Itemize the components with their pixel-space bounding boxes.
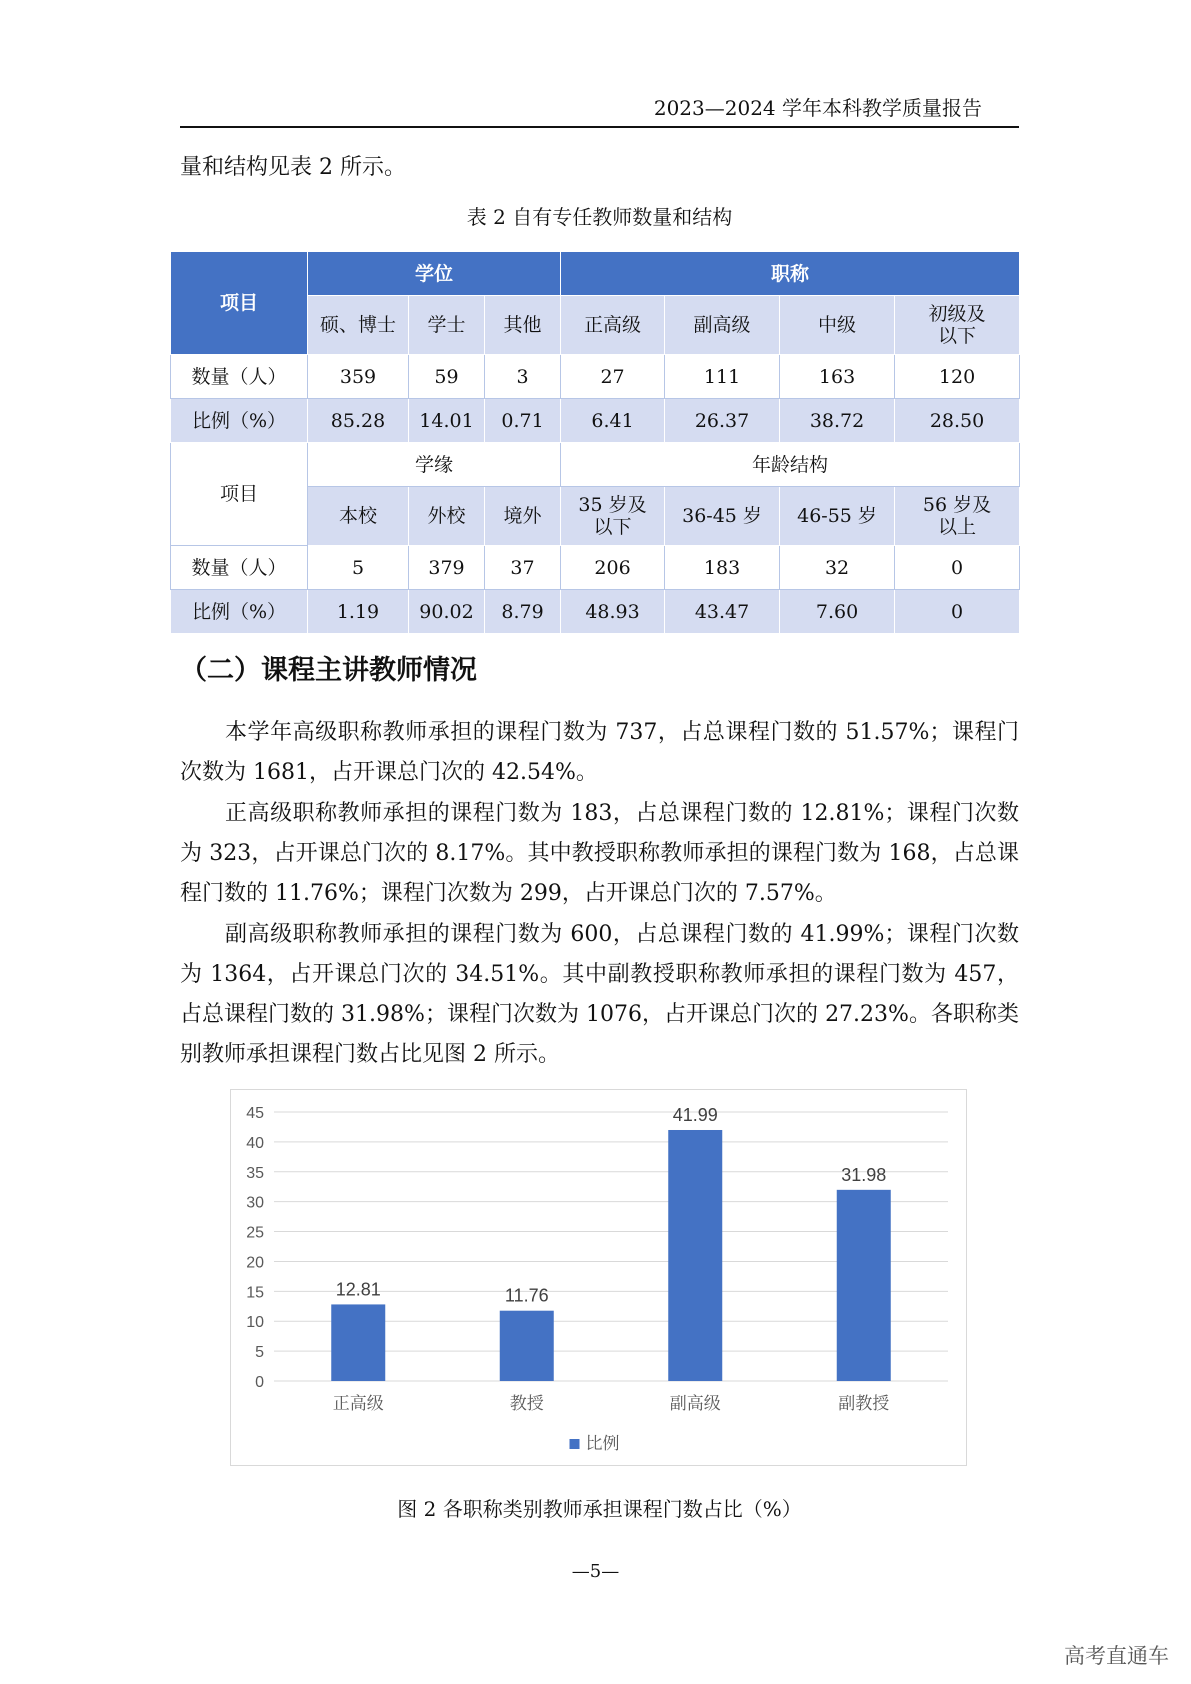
data-label: 11.76 xyxy=(504,1285,549,1306)
bar-chart-canvas xyxy=(231,1090,968,1467)
col-header: 35 岁及 以下 xyxy=(561,487,665,546)
header-rule xyxy=(180,126,1019,128)
table-cell: 85.28 xyxy=(308,399,409,443)
table-cell: 43.47 xyxy=(665,590,780,634)
y-tick-label: 35 xyxy=(246,1164,264,1182)
table-cell: 37 xyxy=(485,546,561,590)
col-header: 56 岁及 以上 xyxy=(895,487,1020,546)
row-label: 比例（%） xyxy=(171,399,308,443)
table-cell: 7.60 xyxy=(780,590,895,634)
bar xyxy=(668,1130,722,1381)
table-cell: 206 xyxy=(561,546,665,590)
y-tick-label: 10 xyxy=(246,1314,264,1332)
legend-swatch xyxy=(570,1439,580,1449)
bar-chart xyxy=(230,1089,967,1466)
section-title: （二）课程主讲教师情况 xyxy=(180,655,477,686)
x-tick-label: 副高级 xyxy=(669,1394,721,1413)
table-cell: 26.37 xyxy=(665,399,780,443)
y-tick-label: 0 xyxy=(255,1374,264,1391)
table-cell: 111 xyxy=(665,355,780,399)
paragraph: 正高级职称教师承担的课程门数为 183，占总课程门数的 12.81%；课程门次数为 323，占开课总门次的 8.17%。其中教授职称教师承担的课程门数为 168，占总课程门数的 11.76%；课程门次数为 299，占开课总门次的 7.57%。 xyxy=(180,801,1019,906)
table-cell: 120 xyxy=(895,355,1020,399)
title-group-header: 职称 xyxy=(561,252,1020,296)
age-group-header: 年龄结构 xyxy=(561,443,1020,487)
data-label: 31.98 xyxy=(841,1164,887,1185)
watermark: 高考直通车 xyxy=(1064,1644,1169,1668)
table-cell: 163 xyxy=(780,355,895,399)
table-cell: 1.19 xyxy=(308,590,409,634)
table-cell: 3 xyxy=(485,355,561,399)
legend-label: 比例 xyxy=(585,1434,620,1453)
degree-group-header: 学位 xyxy=(308,252,561,296)
intro-text: 量和结构见表 2 所示。 xyxy=(180,155,406,180)
col-header: 46-55 岁 xyxy=(780,487,895,546)
col-header: 副高级 xyxy=(665,296,780,355)
table-cell: 0.71 xyxy=(485,399,561,443)
bar xyxy=(500,1311,554,1381)
table-cell: 379 xyxy=(409,546,485,590)
table-caption: 表 2 自有专任教师数量和结构 xyxy=(466,205,733,229)
col-header: 36-45 岁 xyxy=(665,487,780,546)
y-tick-label: 15 xyxy=(246,1284,264,1302)
report-header: 2023—2024 学年本科教学质量报告 xyxy=(653,96,982,120)
paragraph: 副高级职称教师承担的课程门数为 600，占总课程门数的 41.99%；课程门次数为 1364，占开课总门次的 34.51%。其中副教授职称教师承担的课程门数为 457，占总课程门数的 31.98%；课程门次数为 1076，占开课总门次的 27.23%。各职称类别教师承担课程门数占比见图 2 所示。 xyxy=(180,922,1019,1067)
col-header: 其他 xyxy=(485,296,561,355)
table-cell: 359 xyxy=(308,355,409,399)
col-header: 本校 xyxy=(308,487,409,546)
paragraph: 本学年高级职称教师承担的课程门数为 737，占总课程门数的 51.57%；课程门次数为 1681，占开课总门次的 42.54%。 xyxy=(180,720,1019,785)
table-cell: 14.01 xyxy=(409,399,485,443)
col-header: 初级及 以下 xyxy=(895,296,1020,355)
bar xyxy=(837,1190,891,1381)
table-cell: 0 xyxy=(895,590,1020,634)
col-header: 中级 xyxy=(780,296,895,355)
table-cell: 8.79 xyxy=(485,590,561,634)
col-header: 外校 xyxy=(409,487,485,546)
x-tick-label: 副教授 xyxy=(838,1394,890,1413)
project-header: 项目 xyxy=(171,443,308,546)
table-cell: 32 xyxy=(780,546,895,590)
origin-group-header: 学缘 xyxy=(308,443,561,487)
table-cell: 0 xyxy=(895,546,1020,590)
y-tick-label: 45 xyxy=(246,1105,264,1122)
table-cell: 90.02 xyxy=(409,590,485,634)
col-header: 学士 xyxy=(409,296,485,355)
row-label: 比例（%） xyxy=(171,590,308,634)
row-label: 数量（人） xyxy=(171,355,308,399)
col-header: 境外 xyxy=(485,487,561,546)
table-cell: 27 xyxy=(561,355,665,399)
table-cell: 59 xyxy=(409,355,485,399)
col-header: 正高级 xyxy=(561,296,665,355)
col-header: 硕、博士 xyxy=(308,296,409,355)
y-tick-label: 20 xyxy=(246,1254,264,1272)
y-tick-label: 5 xyxy=(255,1344,264,1362)
page-number: —5— xyxy=(571,1561,620,1582)
x-tick-label: 正高级 xyxy=(332,1394,384,1413)
data-label: 12.81 xyxy=(335,1279,381,1300)
y-tick-label: 25 xyxy=(246,1224,264,1242)
project-header: 项目 xyxy=(171,252,308,355)
table-cell: 38.72 xyxy=(780,399,895,443)
y-tick-label: 30 xyxy=(246,1194,264,1212)
row-label: 数量（人） xyxy=(171,546,308,590)
teacher-structure-table xyxy=(170,251,1020,634)
y-tick-label: 40 xyxy=(246,1134,264,1152)
bar xyxy=(331,1304,385,1381)
table-cell: 48.93 xyxy=(561,590,665,634)
table-cell: 5 xyxy=(308,546,409,590)
table-cell: 6.41 xyxy=(561,399,665,443)
x-tick-label: 教授 xyxy=(509,1394,544,1413)
table-cell: 183 xyxy=(665,546,780,590)
data-label: 41.99 xyxy=(672,1104,718,1125)
table-cell: 28.50 xyxy=(895,399,1020,443)
figure-caption: 图 2 各职称类别教师承担课程门数占比（%） xyxy=(397,1497,802,1521)
